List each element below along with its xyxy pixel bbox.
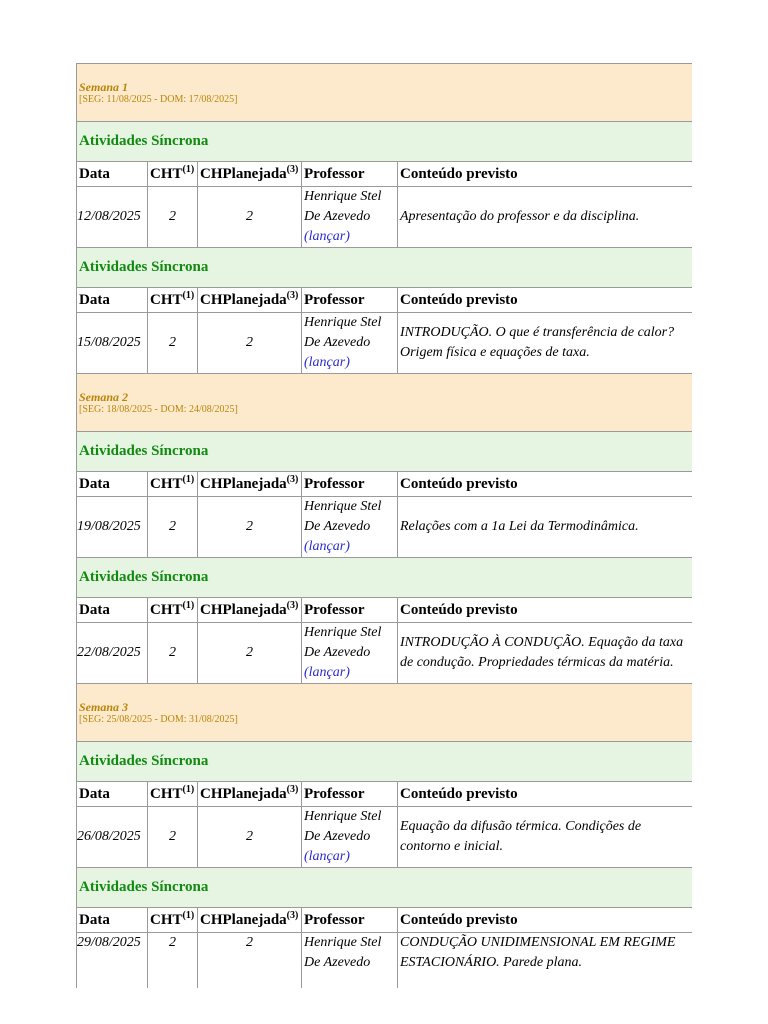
col-header-cht-note: (1) — [182, 473, 195, 485]
col-header-chplanejada-label: CHPlanejada — [200, 291, 287, 308]
week-date-range: [SEG: 18/08/2025 - DOM: 24/08/2025] — [79, 403, 238, 415]
activity-type-row — [77, 122, 693, 162]
launch-link[interactable]: (lançar) — [304, 355, 350, 370]
col-header-data: Data — [77, 162, 148, 187]
activity-row — [77, 497, 693, 558]
col-header-chplanejada — [198, 908, 302, 933]
activity-type-label: Atividades Síncrona — [77, 742, 693, 782]
activity-date: 22/08/2025 — [77, 623, 148, 684]
col-header-chplanejada — [198, 598, 302, 623]
col-header-professor: Professor — [302, 162, 398, 187]
activity-chplanejada: 2 — [198, 313, 302, 374]
week-title: Semana 2 — [79, 389, 129, 404]
col-header-chplanejada-note: (3) — [286, 473, 299, 485]
activity-type-row — [77, 248, 693, 288]
activity-content: CONDUÇÃO UNIDIMENSIONAL EM REGIME ESTACIONÁRIO. Parede plana. — [398, 933, 693, 989]
col-header-cht-note: (1) — [182, 909, 195, 921]
activity-row — [77, 313, 693, 374]
activity-date: 26/08/2025 — [77, 807, 148, 868]
activity-date: 19/08/2025 — [77, 497, 148, 558]
activity-content: INTRODUÇÃO. O que é transferência de calor? Origem física e equações de taxa. — [398, 313, 693, 374]
activity-row — [77, 807, 693, 868]
col-header-chplanejada-label: CHPlanejada — [200, 165, 287, 182]
column-header-row — [77, 162, 693, 187]
activity-content: Equação da difusão térmica. Condições de contorno e inicial. — [398, 807, 693, 868]
week-title: Semana 3 — [79, 699, 129, 714]
activity-professor-cell — [302, 187, 398, 248]
col-header-chplanejada — [198, 162, 302, 187]
launch-link[interactable]: (lançar) — [304, 229, 350, 244]
activity-cht: 2 — [148, 623, 198, 684]
column-header-row — [77, 782, 693, 807]
column-header-row — [77, 472, 693, 497]
activity-professor-cell — [302, 497, 398, 558]
activity-date: 12/08/2025 — [77, 187, 148, 248]
activity-professor-cell — [302, 623, 398, 684]
col-header-conteudo: Conteúdo previsto — [398, 162, 693, 187]
col-header-cht-label: CHT — [150, 291, 183, 308]
col-header-data: Data — [77, 782, 148, 807]
col-header-chplanejada-label: CHPlanejada — [200, 785, 287, 802]
activity-content: INTRODUÇÃO À CONDUÇÃO. Equação da taxa de condução. Propriedades térmicas da matéria. — [398, 623, 693, 684]
activity-chplanejada: 2 — [198, 807, 302, 868]
col-header-chplanejada — [198, 472, 302, 497]
activity-date: 15/08/2025 — [77, 313, 148, 374]
activity-cht: 2 — [148, 933, 198, 989]
col-header-chplanejada-note: (3) — [286, 163, 299, 175]
col-header-data: Data — [77, 908, 148, 933]
col-header-conteudo: Conteúdo previsto — [398, 472, 693, 497]
col-header-cht-note: (1) — [182, 783, 195, 795]
activity-professor: Henrique Stel De Azevedo — [304, 809, 382, 844]
col-header-cht-note: (1) — [182, 163, 195, 175]
col-header-professor: Professor — [302, 598, 398, 623]
activity-row — [77, 623, 693, 684]
week-date-range: [SEG: 25/08/2025 - DOM: 31/08/2025] — [79, 713, 238, 725]
column-header-row — [77, 908, 693, 933]
col-header-data: Data — [77, 472, 148, 497]
col-header-cht — [148, 598, 198, 623]
week-header-row — [77, 64, 693, 122]
activity-professor-cell — [302, 807, 398, 868]
col-header-conteudo: Conteúdo previsto — [398, 598, 693, 623]
week-header — [77, 374, 693, 432]
launch-link[interactable]: (lançar) — [304, 849, 350, 864]
activity-professor: Henrique Stel De Azevedo — [304, 315, 382, 350]
launch-link[interactable]: (lançar) — [304, 665, 350, 680]
activity-type-row — [77, 558, 693, 598]
col-header-professor: Professor — [302, 908, 398, 933]
activity-professor: Henrique Stel De Azevedo — [304, 499, 382, 534]
activity-cht: 2 — [148, 313, 198, 374]
col-header-chplanejada — [198, 782, 302, 807]
col-header-professor: Professor — [302, 472, 398, 497]
col-header-chplanejada-label: CHPlanejada — [200, 475, 287, 492]
activity-type-label: Atividades Síncrona — [77, 868, 693, 908]
week-header — [77, 684, 693, 742]
activity-professor: Henrique Stel De Azevedo — [304, 189, 382, 224]
activity-professor: Henrique Stel De Azevedo — [304, 625, 382, 660]
col-header-cht — [148, 908, 198, 933]
col-header-chplanejada-note: (3) — [286, 599, 299, 611]
column-header-row — [77, 288, 693, 313]
week-header-row — [77, 374, 693, 432]
week-header-row — [77, 684, 693, 742]
activity-content: Apresentação do professor e da disciplina. — [398, 187, 693, 248]
col-header-professor: Professor — [302, 288, 398, 313]
activity-row — [77, 187, 693, 248]
activity-chplanejada: 2 — [198, 623, 302, 684]
col-header-chplanejada-note: (3) — [286, 783, 299, 795]
col-header-chplanejada-label: CHPlanejada — [200, 601, 287, 618]
col-header-data: Data — [77, 288, 148, 313]
activity-type-row — [77, 868, 693, 908]
col-header-chplanejada — [198, 288, 302, 313]
col-header-cht — [148, 782, 198, 807]
col-header-conteudo: Conteúdo previsto — [398, 908, 693, 933]
col-header-cht-label: CHT — [150, 601, 183, 618]
activity-row — [77, 933, 693, 989]
col-header-chplanejada-note: (3) — [286, 289, 299, 301]
activity-type-row — [77, 432, 693, 472]
activity-chplanejada: 2 — [198, 933, 302, 989]
activity-type-label: Atividades Síncrona — [77, 558, 693, 598]
col-header-cht — [148, 288, 198, 313]
activity-cht: 2 — [148, 187, 198, 248]
activity-content: Relações com a 1a Lei da Termodinâmica. — [398, 497, 693, 558]
activity-type-label: Atividades Síncrona — [77, 248, 693, 288]
schedule-container — [76, 63, 692, 988]
schedule-table — [76, 63, 692, 988]
activity-type-label: Atividades Síncrona — [77, 432, 693, 472]
activity-cht: 2 — [148, 497, 198, 558]
col-header-chplanejada-note: (3) — [286, 909, 299, 921]
activity-chplanejada: 2 — [198, 497, 302, 558]
activity-cht: 2 — [148, 807, 198, 868]
col-header-cht-label: CHT — [150, 165, 183, 182]
week-title: Semana 1 — [79, 79, 129, 94]
col-header-data: Data — [77, 598, 148, 623]
week-date-range: [SEG: 11/08/2025 - DOM: 17/08/2025] — [79, 93, 238, 105]
activity-date: 29/08/2025 — [77, 933, 148, 989]
col-header-cht-label: CHT — [150, 911, 183, 928]
col-header-cht — [148, 472, 198, 497]
activity-type-row — [77, 742, 693, 782]
activity-professor: Henrique Stel De Azevedo — [304, 935, 382, 970]
column-header-row — [77, 598, 693, 623]
col-header-conteudo: Conteúdo previsto — [398, 288, 693, 313]
col-header-chplanejada-label: CHPlanejada — [200, 911, 287, 928]
col-header-cht-note: (1) — [182, 289, 195, 301]
activity-chplanejada: 2 — [198, 187, 302, 248]
col-header-cht-label: CHT — [150, 475, 183, 492]
activity-type-label: Atividades Síncrona — [77, 122, 693, 162]
launch-link[interactable]: (lançar) — [304, 539, 350, 554]
col-header-cht-note: (1) — [182, 599, 195, 611]
activity-professor-cell — [302, 933, 398, 989]
col-header-conteudo: Conteúdo previsto — [398, 782, 693, 807]
col-header-cht — [148, 162, 198, 187]
col-header-cht-label: CHT — [150, 785, 183, 802]
col-header-professor: Professor — [302, 782, 398, 807]
activity-professor-cell — [302, 313, 398, 374]
week-header — [77, 64, 693, 122]
